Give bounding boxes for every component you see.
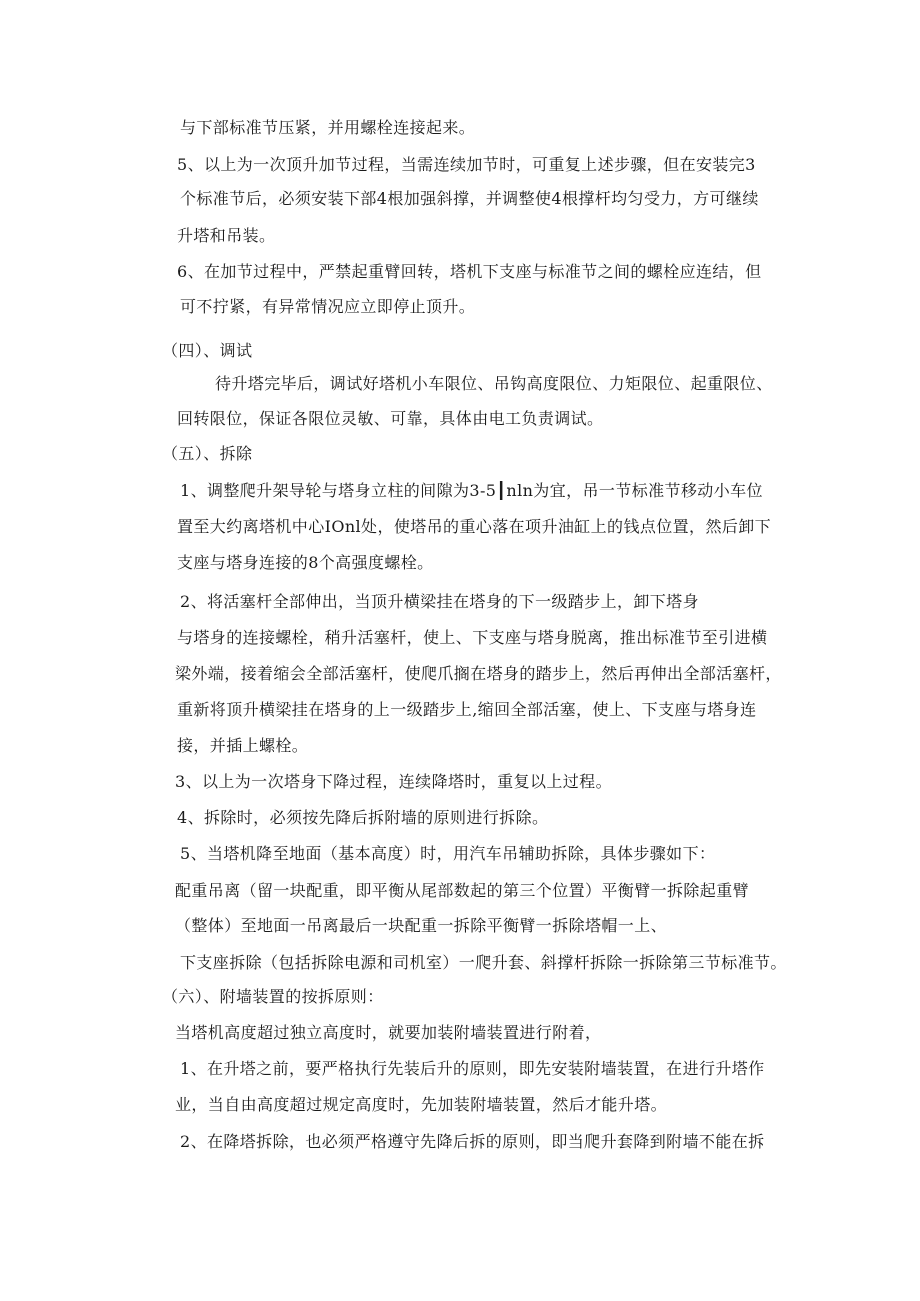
text-line: 1、在升塔之前，要严格执行先装后升的原则，即先安装附墙装置，在进行升塔作 <box>180 1059 765 1078</box>
text-line: 6、在加节过程中，严禁起重臂回转，塔机下支座与标准节之间的螺栓应连结，但 <box>177 262 762 281</box>
text-line: 梁外端，接着缩会全部活塞杆，使爬爪搁在塔身的踏步上，然后再伸出全部活塞杆， <box>175 664 782 683</box>
text-line: 与塔身的连接螺栓，稍升活塞杆，使上、下支座与塔身脱离，推出标准节至引进横 <box>177 628 768 647</box>
text-line: 业，当自由高度超过规定高度时，先加装附墙装置，然后才能升塔。 <box>175 1095 668 1114</box>
text-line: 升塔和吊装。 <box>177 226 276 245</box>
text-line: 1、调整爬升架导轮与塔身立柱的间隙为3-5┃nln为宜，吊一节标准节移动小车位 <box>180 481 763 500</box>
section-heading: （四）、调试 <box>162 341 253 360</box>
text-line: 重新将顶升横梁挂在塔身的上一级踏步上,缩回全部活塞，使上、下支座与塔身连 <box>177 700 757 719</box>
text-line: 支座与塔身连接的8个高强度螺栓。 <box>177 553 434 572</box>
text-line: 2、将活塞杆全部伸出，当顶升横梁挂在塔身的下一级踏步上，卸下塔身 <box>180 592 699 611</box>
text-line: 5、当塔机降至地面（基本高度）时，用汽车吊辅助拆除，具体步骤如下： <box>180 844 716 863</box>
text-line: 待升塔完毕后，调试好塔机小车限位、吊钩高度限位、力矩限位、起重限位、 <box>215 374 773 393</box>
text-line: 置至大约离塔机中心IOnl处，使塔吊的重心落在项升油缸上的钱点位置，然后卸下 <box>177 517 772 536</box>
text-line: 3、以上为一次塔身下降过程，连续降塔时，重复以上过程。 <box>175 772 612 791</box>
text-line: 5、以上为一次顶升加节过程，当需连续加节时，可重复上述步骤，但在安装完3 <box>177 155 756 174</box>
text-line: 配重吊离（留一块配重，即平衡从尾部数起的第三个位置）平衡臂一拆除起重臂 <box>175 881 750 900</box>
text-line: 当塔机高度超过独立高度时，就要加装附墙装置进行附着， <box>175 1023 602 1042</box>
text-line: 个标准节后，必须安装下部4根加强斜撑，并调整使4根撑杆均匀受力，方可继续 <box>180 189 759 208</box>
section-heading: （六）、附墙装置的按拆原则： <box>162 987 384 1006</box>
text-line: 4、拆除时，必须按先降后拆附墙的原则进行拆除。 <box>177 808 549 827</box>
text-line: 与下部标准节压紧，并用螺栓连接起来。 <box>180 118 476 137</box>
text-line: 接，并插上螺栓。 <box>177 736 309 755</box>
text-line: （整体）至地面一吊离最后一块配重一拆除平衡臂一拆除塔帽一上、 <box>175 916 668 935</box>
text-line: 可不拧紧，有异常情况应立即停止顶升。 <box>180 297 476 316</box>
text-line: 回转限位，保证各限位灵敏、可靠，具体由电工负责调试。 <box>177 409 604 428</box>
section-heading: （五）、拆除 <box>162 444 253 463</box>
text-line: 下支座拆除（包括拆除电源和司机室）一爬升套、斜撑杆拆除一拆除第三节标准节。 <box>180 953 787 972</box>
text-line: 2、在降塔拆除，也必须严格遵守先降后拆的原则，即当爬升套降到附墙不能在拆 <box>180 1132 765 1151</box>
